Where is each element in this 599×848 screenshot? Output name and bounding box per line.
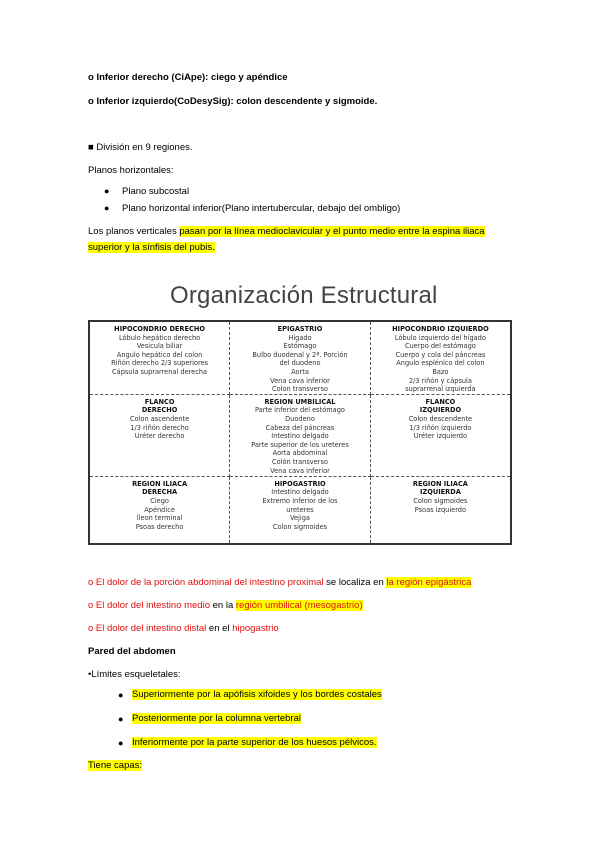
- cell-items: [373, 415, 508, 441]
- dolor-subject: o El dolor de la porción abdominal del intestino proximal: [88, 577, 324, 588]
- cell-item: Estómago: [283, 342, 317, 351]
- cell-head: DERECHO: [141, 406, 178, 415]
- cell-item: Uréter izquierdo: [413, 432, 468, 441]
- dolor-connector: en el: [206, 623, 233, 634]
- cell-item: 1/3 riñón derecho: [130, 423, 189, 432]
- verticales-highlight-2: superior y la sínfisis del pubis.: [88, 242, 215, 253]
- cell-items: [92, 497, 227, 531]
- cell-head: FLANCO: [144, 397, 175, 406]
- plano-item-1: Plano subcostal: [122, 186, 190, 197]
- dolor-connector: en la: [210, 600, 236, 611]
- planos-label: Planos horizontales:: [88, 165, 174, 176]
- region-cell: [370, 394, 511, 476]
- cell-items: [232, 406, 368, 475]
- verticales-line-1: [88, 226, 485, 237]
- cell-items: [92, 334, 227, 377]
- dolor-region: hipogastrio: [232, 623, 279, 634]
- bullet-icon: ●: [118, 714, 124, 724]
- pared-heading: Pared del abdomen: [88, 646, 176, 657]
- region-cell: [230, 476, 371, 544]
- region-cell: [370, 476, 511, 544]
- dolor-connector: se localiza en: [323, 577, 387, 588]
- cell-items: [373, 497, 508, 514]
- cell-item: Colon ascendente: [129, 414, 190, 423]
- verticales-line-2: [88, 242, 215, 253]
- cell-head: EPIGASTRIO: [277, 325, 323, 333]
- cell-items: [232, 488, 368, 531]
- cell-item: suprarrenal izquierda: [405, 385, 476, 394]
- cell-item: Duodeno: [285, 414, 315, 423]
- cell-item: Parte inferior del estómago: [255, 406, 345, 415]
- dolor-subject: o El dolor del intestino medio: [88, 600, 210, 611]
- dolor-subject: o El dolor del intestino distal: [88, 623, 207, 634]
- cell-item: Extremo inferior de los: [262, 496, 338, 505]
- cell-head: REGION ILIACA: [132, 479, 188, 488]
- plano-item-2: Plano horizontal inferior(Plano intertubercular, debajo del ombligo): [122, 203, 401, 214]
- tiene-text: Tiene capas:: [88, 760, 143, 771]
- regions-table: [88, 320, 512, 545]
- cell-item: Colon sigmoides: [272, 522, 328, 531]
- cell-item: Vena cava inferior: [270, 376, 330, 385]
- cell-item: Cabeza del páncreas: [265, 423, 335, 432]
- limite-text: Inferiormente por la parte superior de los huesos pélvicos.: [132, 737, 377, 748]
- bullet-icon: ●: [104, 203, 110, 213]
- dolor-region: región umbilical (mesogastrio): [235, 600, 363, 611]
- cell-item: Angulo hepático del colon: [116, 350, 203, 359]
- inferior-izquierdo-line: o Inferior izquierdo(CoDesySig): colon descendente y sigmoide.: [88, 96, 378, 107]
- cell-item: Psoas derecho: [135, 522, 184, 531]
- cell-item: ureteres: [286, 505, 314, 514]
- region-cell: [89, 321, 230, 394]
- cell-head: REGION UMBILICAL: [264, 397, 336, 406]
- cell-head: DERECHA: [142, 488, 178, 497]
- cell-item: Aorta abdominal: [272, 449, 328, 458]
- cell-item: Lóbulo hepático derecho: [118, 333, 201, 342]
- cell-item: 2/3 riñón y cápsula: [408, 376, 472, 385]
- cell-item: Aorta: [291, 367, 309, 376]
- dolor-line-3: [88, 623, 279, 634]
- cell-item: Íleon terminal: [136, 514, 183, 523]
- cell-item: Bazo: [432, 367, 449, 376]
- region-cell: [370, 321, 511, 394]
- cell-item: Apéndice: [144, 505, 175, 514]
- cell-item: Colon sigmoides: [413, 496, 468, 505]
- dolor-line-1: [88, 577, 471, 588]
- cell-items: [92, 415, 227, 441]
- region-cell: [230, 321, 371, 394]
- cell-head: HIPOGASTRIO: [274, 479, 326, 488]
- region-cell: [89, 394, 230, 476]
- cell-item: Uréter derecho: [134, 432, 185, 441]
- cell-item: Cuerpo y cola del páncreas: [395, 350, 486, 359]
- cell-item: Vejiga: [290, 514, 310, 523]
- cell-item: 1/3 riñón izquierdo: [409, 423, 472, 432]
- cell-item: Ciego: [150, 496, 169, 505]
- limite-item-2: [132, 713, 301, 724]
- cell-item: Bulbo duodenal y 2ª. Porción: [252, 350, 348, 359]
- division-line: ■ División en 9 regiones.: [88, 142, 193, 153]
- cell-item: Intestino delgado: [271, 488, 329, 497]
- cell-item: Intestino delgado: [271, 432, 329, 441]
- dolor-region: la región epigástrica: [386, 577, 472, 588]
- cell-item: Colon descendente: [408, 414, 473, 423]
- cell-item: Lóbulo izquierdo del hígado: [394, 333, 486, 342]
- cell-item: del duodeno: [279, 359, 321, 368]
- cell-head: FLANCO: [425, 397, 456, 406]
- bullet-icon: ●: [118, 690, 124, 700]
- cell-item: Parte superior de los ureteres: [251, 440, 349, 449]
- cell-head: IZQUIERDO: [419, 406, 462, 415]
- tiene-capas: [88, 760, 142, 771]
- cell-head: HIPOCONDRIO DERECHO: [114, 325, 205, 333]
- verticales-pre: Los planos verticales: [88, 226, 180, 237]
- dolor-line-2: [88, 600, 363, 611]
- limite-item-3: [132, 737, 377, 748]
- cell-item: Hígado: [288, 333, 312, 342]
- limites-label: •Límites esqueletales:: [88, 669, 181, 680]
- cell-head: REGION ILIACA: [412, 479, 468, 488]
- cell-item: Psoas izquierdo: [414, 505, 467, 514]
- cell-item: Colón transverso: [272, 457, 328, 466]
- figure-title: Organización Estructural: [170, 282, 438, 309]
- cell-item: Cuerpo del estómago: [404, 342, 476, 351]
- cell-head: IZQUIERDA: [420, 488, 461, 497]
- region-cell: [89, 476, 230, 544]
- bullet-icon: ●: [104, 186, 110, 196]
- cell-item: Angulo esplénico del colon: [396, 359, 485, 368]
- bullet-icon: ●: [118, 738, 124, 748]
- cell-head: HIPOCONDRIO IZQUIERDO: [392, 325, 489, 333]
- region-cell: [230, 394, 371, 476]
- cell-items: [373, 334, 508, 394]
- limite-text: Superiormente por la apófisis xifoides y los bordes costales: [132, 689, 382, 700]
- cell-item: Cápsula suprarrenal derecha: [112, 367, 208, 376]
- verticales-highlight-1: pasan por la línea medioclavicular y el punto medio entre la espina iliaca: [179, 226, 485, 237]
- cell-item: Vena cava inferior: [270, 466, 330, 475]
- inferior-derecho-line: o Inferior derecho (CiApe): ciego y apéndice: [88, 72, 288, 83]
- cell-item: Riñón derecho 2/3 superiores: [111, 359, 209, 368]
- cell-item: Colon transverso: [272, 385, 328, 394]
- limite-item-1: [132, 689, 382, 700]
- cell-items: [232, 334, 368, 394]
- cell-item: Vesícula biliar: [136, 342, 183, 351]
- limite-text: Posteriormente por la columna vertebral: [132, 713, 301, 724]
